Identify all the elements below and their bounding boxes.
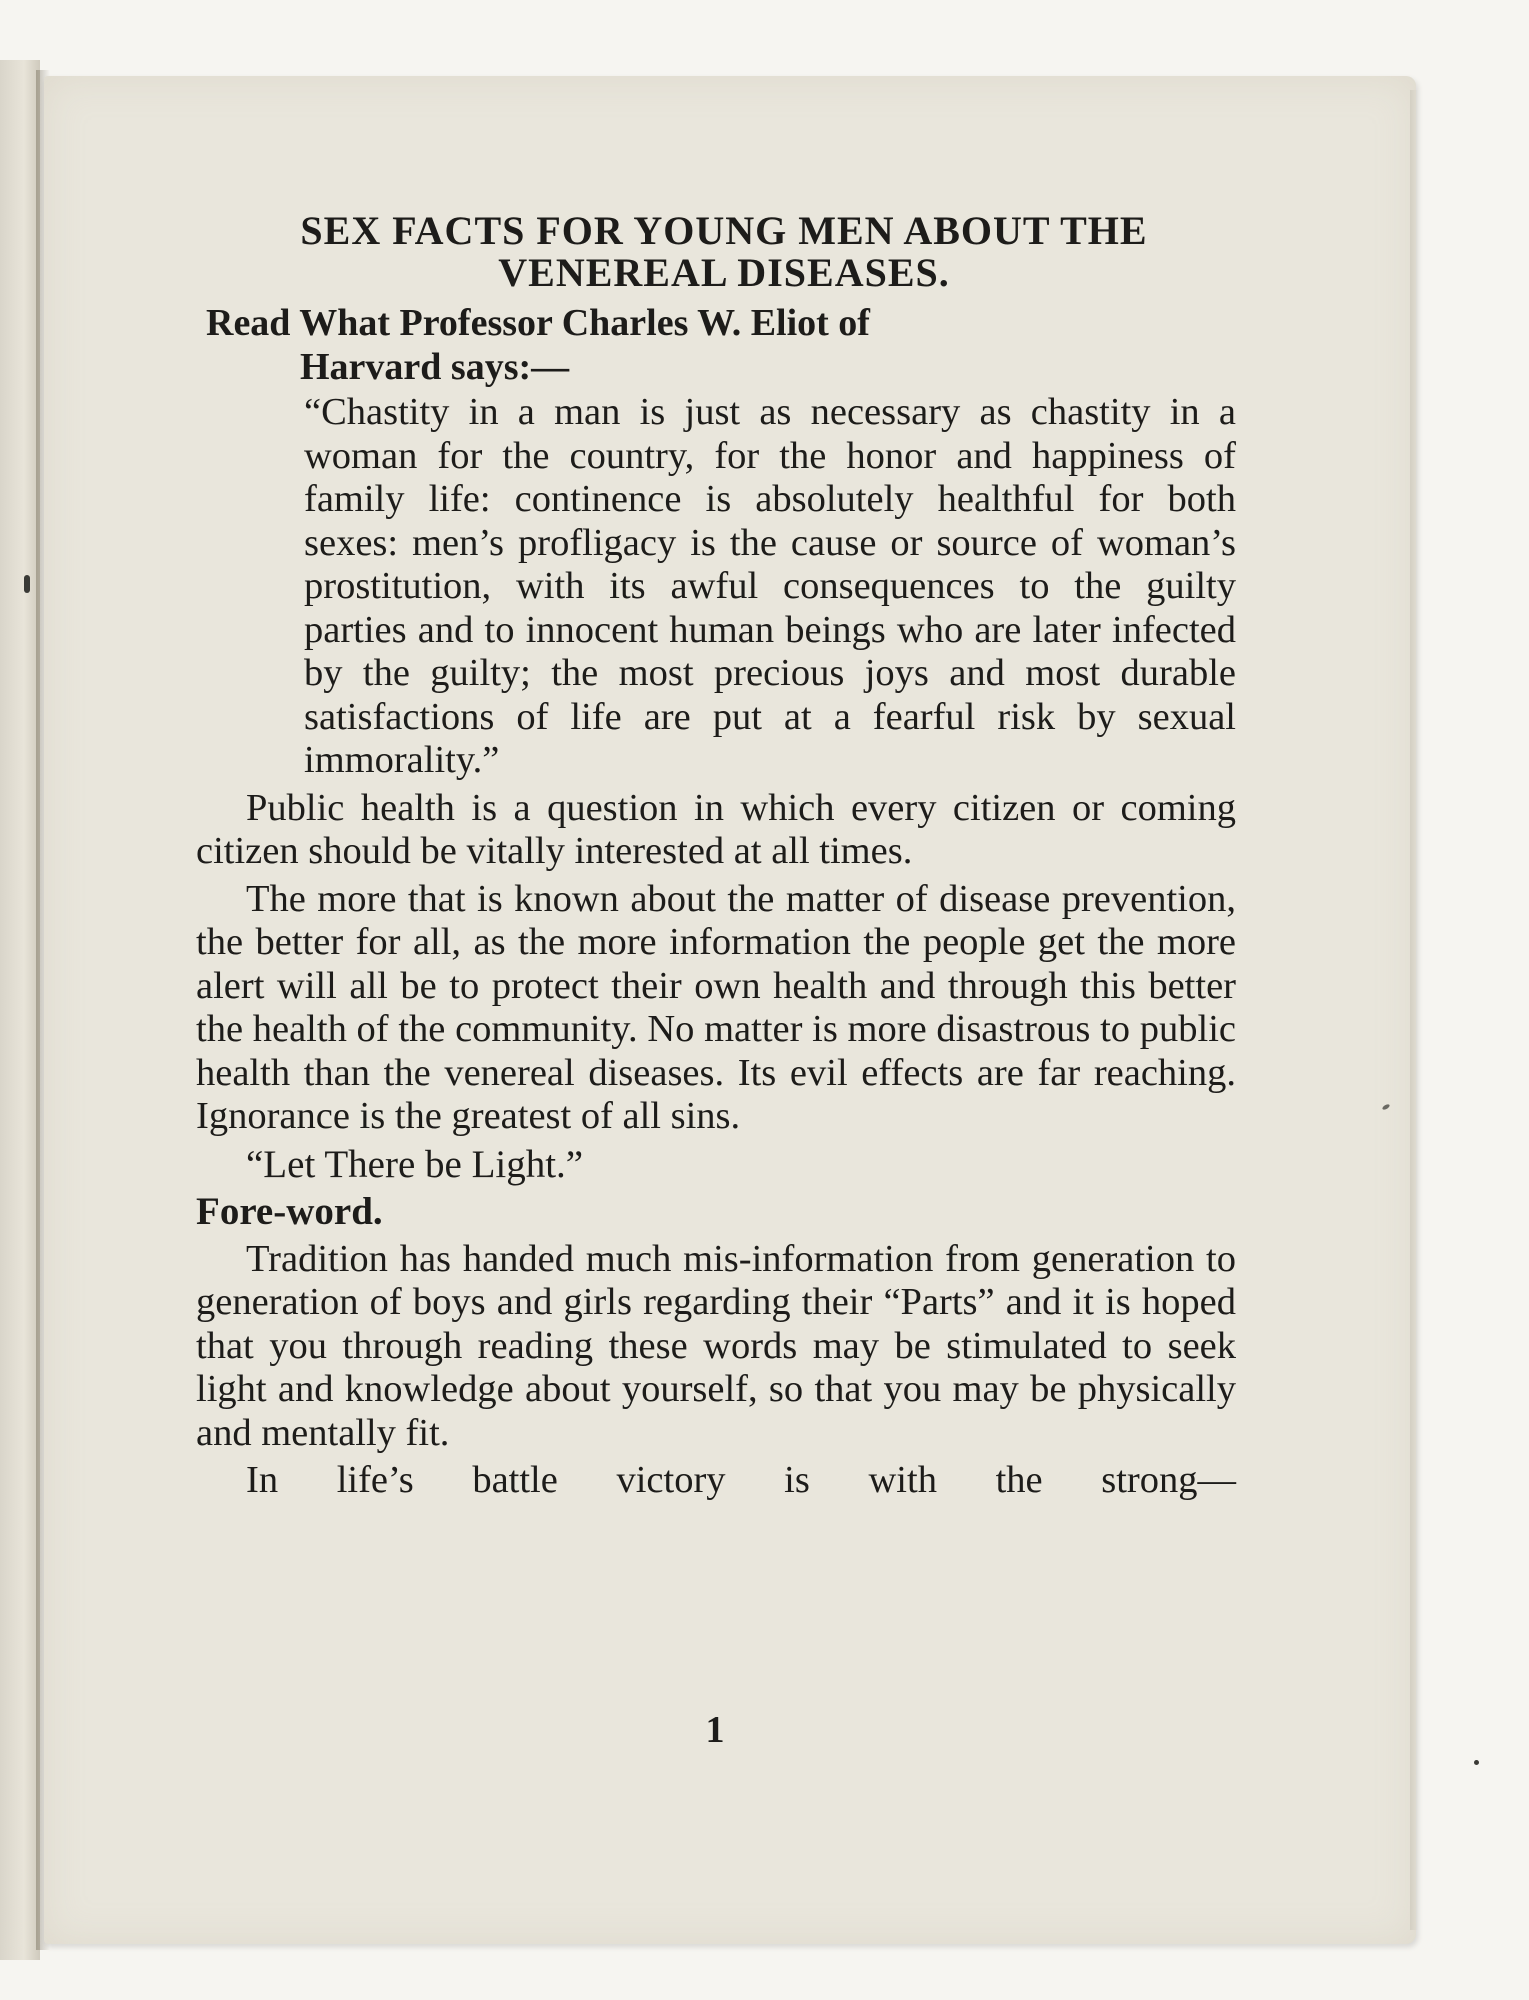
paragraph-public-health: Public health is a question in which every citizen or coming citizen should be vitally interested at all times.: [196, 786, 1236, 872]
lead-line-2: Harvard says:—: [300, 345, 570, 388]
page-edge-shadow: [1410, 90, 1418, 1930]
title-line-1: SEX FACTS FOR YOUNG MEN ABOUT THE: [300, 208, 1148, 253]
title-line-2: VENEREAL DISEASES.: [498, 250, 950, 295]
page-title: [212, 210, 1236, 294]
paper-speck: [1474, 1760, 1479, 1765]
eliot-quote: “Chastity in a man is just as necessary as chastity in a woman for the country, for the honor and happiness of family life: continence is absolutely healthful for both sexes: men’s profligacy is the cause or source of woman’s prostitution, with its awful consequences to the guilty parties and to innocent human beings who are later infected by the guilty; the most precious joys and most durable satisfactions of life are put at a fearful risk by sexual immorality.”: [304, 391, 1236, 781]
facing-page-edge: [0, 60, 40, 1960]
paragraph-disease-prevention: The more that is known about the matter of disease prevention, the better for all, as the more information the people get the more alert will all be to protect their own health and through this better the health of the community. No matter is more disastrous to public health than the venereal diseases. Its evil effects are far reaching. Ignorance is the greatest of all sins.: [196, 877, 1236, 1137]
paragraph-battle: In life’s battle victory is with the strong—: [246, 1459, 1236, 1501]
page-text: [196, 210, 1236, 1503]
paragraph-tradition: Tradition has handed much mis-information from generation to generation of boys and girls regarding their “Parts” and it is hoped that you through reading these words may be stimulated to seek light and knowledge about yourself, so that you may be physically and mentally fit.: [196, 1237, 1236, 1454]
foreword-heading: Fore-word.: [196, 1190, 383, 1233]
page-number: 1: [705, 1709, 725, 1751]
lead-line-1: Read What Professor Charles W. Eliot of: [206, 302, 870, 344]
binding-staple: [24, 575, 30, 593]
motto: “Let There be Light.”: [246, 1142, 584, 1186]
